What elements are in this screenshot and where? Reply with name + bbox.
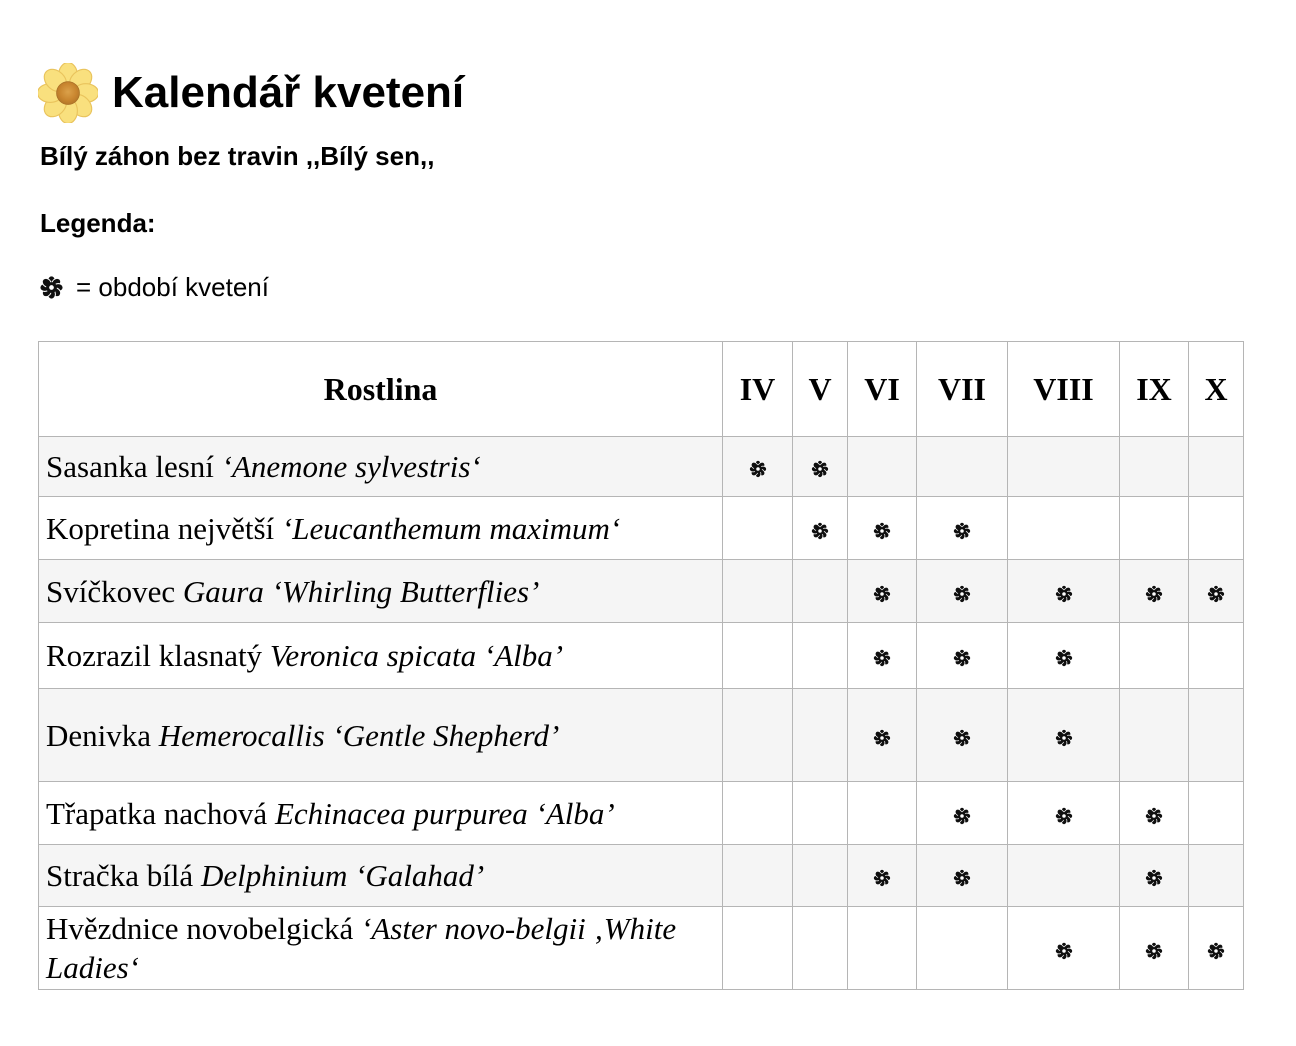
bloom-cell-VIII (1008, 497, 1120, 560)
bloom-florette-icon (1206, 941, 1226, 961)
florette-icon (38, 274, 65, 301)
bloom-florette-icon (872, 648, 892, 668)
plant-name-cell (39, 560, 723, 623)
bloom-cell-V (793, 689, 848, 782)
bloom-cell-VI (848, 497, 917, 560)
bloom-cell-VII (917, 689, 1008, 782)
bloom-florette-icon (810, 459, 830, 479)
bloom-florette-icon (1144, 868, 1164, 888)
bloom-cell-VI (848, 689, 917, 782)
bloom-florette-icon (1054, 806, 1074, 826)
page-title-text: Kalendář kvetení (112, 68, 465, 118)
bloom-cell-V (793, 907, 848, 990)
bloom-cell-VIII (1008, 437, 1120, 497)
bloom-calendar-table (38, 341, 1244, 990)
table-header-row (39, 342, 1244, 437)
month-header-VII: VII (917, 342, 1008, 437)
plant-common-name: Třapatka nachová (46, 795, 275, 831)
plant-name-cell (39, 782, 723, 845)
bloom-cell-V (793, 623, 848, 689)
plant-name-cell (39, 845, 723, 907)
plant-name-cell (39, 497, 723, 560)
bloom-cell-IV (723, 437, 793, 497)
bloom-florette-icon (1054, 584, 1074, 604)
plant-common-name: Kopretina největší (46, 510, 282, 546)
bloom-florette-icon (952, 584, 972, 604)
bloom-cell-X (1189, 437, 1244, 497)
bloom-cell-V (793, 497, 848, 560)
table-row (39, 845, 1244, 907)
bloom-cell-VI (848, 437, 917, 497)
plant-latin-name: Veronica spicata ‘Alba’ (269, 638, 564, 673)
plant-common-name: Sasanka lesní (46, 449, 222, 484)
bloom-cell-IX (1120, 845, 1189, 907)
bloom-florette-icon (872, 728, 892, 748)
bloom-cell-VIII (1008, 623, 1120, 689)
bloom-cell-IX (1120, 689, 1189, 782)
bloom-cell-X (1189, 497, 1244, 560)
bloom-cell-VII (917, 782, 1008, 845)
bloom-cell-VIII (1008, 782, 1120, 845)
bloom-cell-IV (723, 497, 793, 560)
table-row (39, 689, 1244, 782)
month-header-X: X (1189, 342, 1244, 437)
table-row (39, 907, 1244, 990)
bloom-cell-VII (917, 560, 1008, 623)
bloom-cell-VII (917, 907, 1008, 990)
bloom-florette-icon (1054, 941, 1074, 961)
bloom-cell-IX (1120, 560, 1189, 623)
plant-latin-name: Delphinium ‘Galahad’ (200, 858, 485, 893)
table-row (39, 560, 1244, 623)
bloom-cell-X (1189, 782, 1244, 845)
bloom-florette-icon (952, 648, 972, 668)
bloom-cell-V (793, 845, 848, 907)
bloom-cell-VIII (1008, 689, 1120, 782)
plant-common-name: Denivka (46, 717, 159, 753)
bloom-florette-icon (1144, 584, 1164, 604)
plant-latin-name: Echinacea purpurea ‘Alba’ (274, 795, 615, 831)
plant-name-cell (39, 623, 723, 689)
bloom-cell-V (793, 437, 848, 497)
plant-latin-name: Gaura ‘Whirling Butterflies’ (182, 573, 540, 609)
bloom-cell-VI (848, 560, 917, 623)
bloom-florette-icon (872, 584, 892, 604)
plant-latin-name: ‘Aster novo-belgii ‚White Ladies‘ (46, 911, 677, 985)
bloom-cell-VI (848, 907, 917, 990)
bloom-cell-VI (848, 845, 917, 907)
bloom-cell-V (793, 782, 848, 845)
month-header-V: V (793, 342, 848, 437)
bloom-cell-X (1189, 907, 1244, 990)
bloom-florette-icon (1206, 584, 1226, 604)
bloom-cell-IV (723, 845, 793, 907)
legend-heading: Legenda: (40, 208, 156, 238)
legend-line (38, 271, 269, 303)
bloom-cell-VIII (1008, 560, 1120, 623)
plant-common-name: Rozrazil klasnatý (46, 638, 270, 673)
bloom-florette-icon (1144, 941, 1164, 961)
table-row (39, 497, 1244, 560)
bloom-cell-X (1189, 845, 1244, 907)
bloom-cell-X (1189, 689, 1244, 782)
plant-common-name: Hvězdnice novobelgická (46, 911, 362, 946)
bloom-cell-VII (917, 623, 1008, 689)
blossom-emoji-icon (38, 63, 98, 123)
month-header-VI: VI (848, 342, 917, 437)
bloom-cell-IV (723, 907, 793, 990)
bloom-cell-X (1189, 623, 1244, 689)
bloom-cell-IV (723, 623, 793, 689)
bloom-florette-icon (952, 806, 972, 826)
plant-name-cell (39, 437, 723, 497)
bloom-cell-IV (723, 689, 793, 782)
bloom-florette-icon (952, 521, 972, 541)
plant-common-name: Svíčkovec (46, 573, 183, 609)
bloom-florette-icon (952, 868, 972, 888)
bloom-florette-icon (872, 521, 892, 541)
table-row (39, 623, 1244, 689)
bloom-cell-X (1189, 560, 1244, 623)
bloom-cell-IX (1120, 497, 1189, 560)
bloom-cell-IV (723, 560, 793, 623)
bloom-cell-VI (848, 623, 917, 689)
bloom-cell-VIII (1008, 907, 1120, 990)
bloom-florette-icon (810, 521, 830, 541)
table-row (39, 437, 1244, 497)
plant-name-cell (39, 907, 723, 990)
bloom-cell-IX (1120, 623, 1189, 689)
bloom-florette-icon (952, 728, 972, 748)
bloom-florette-icon (748, 459, 768, 479)
plant-latin-name: ‘Leucanthemum maximum‘ (281, 510, 621, 546)
florette-icon (38, 274, 65, 301)
plant-latin-name: ‘Anemone sylvestris‘ (221, 449, 481, 484)
bloom-cell-IX (1120, 782, 1189, 845)
bloom-cell-IX (1120, 907, 1189, 990)
bloom-cell-VIII (1008, 845, 1120, 907)
bloom-cell-VI (848, 782, 917, 845)
bloom-cell-IV (723, 782, 793, 845)
legend-text: = období kvetení (76, 272, 269, 302)
subtitle: Bílý záhon bez travin ,,Bílý sen,, (40, 141, 435, 171)
bloom-cell-VII (917, 437, 1008, 497)
table-row (39, 782, 1244, 845)
bloom-cell-IX (1120, 437, 1189, 497)
plant-column-header: Rostlina (39, 342, 723, 437)
plant-name-cell (39, 689, 723, 782)
bloom-cell-VII (917, 497, 1008, 560)
page-title (38, 63, 464, 123)
plant-latin-name: Hemerocallis ‘Gentle Shepherd’ (158, 717, 560, 753)
bloom-florette-icon (1054, 648, 1074, 668)
bloom-cell-VII (917, 845, 1008, 907)
bloom-florette-icon (872, 868, 892, 888)
bloom-cell-V (793, 560, 848, 623)
month-header-VIII: VIII (1008, 342, 1120, 437)
month-header-IX: IX (1120, 342, 1189, 437)
bloom-florette-icon (1054, 728, 1074, 748)
month-header-IV: IV (723, 342, 793, 437)
plant-common-name: Stračka bílá (46, 858, 201, 893)
bloom-florette-icon (1144, 806, 1164, 826)
